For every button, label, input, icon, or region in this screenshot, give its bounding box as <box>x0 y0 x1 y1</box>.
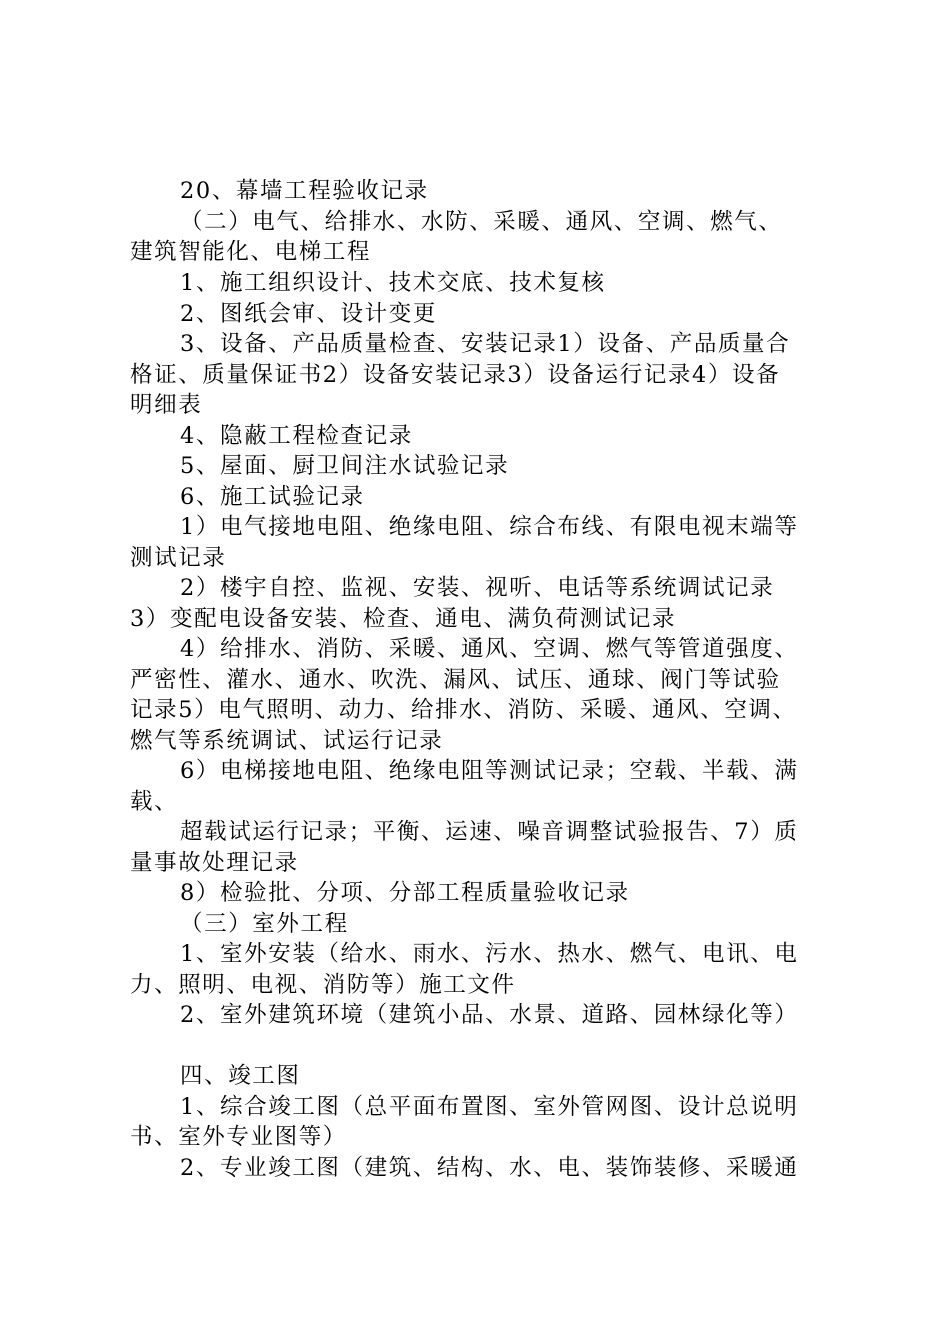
section-heading: （三）室外工程 <box>180 911 349 937</box>
text-line: 2）楼宇自控、监视、安装、视听、电话等系统调试记录 <box>180 575 775 601</box>
text-line: 3）变配电设备安装、检查、通电、满负荷测试记录 <box>130 606 677 632</box>
section-heading: 四、竣工图 <box>180 1063 301 1089</box>
text-line: 超载试运行记录；平衡、运速、噪音调整试验报告、7）质 <box>180 819 799 845</box>
text-line: 燃气等系统调试、试运行记录 <box>130 728 444 754</box>
text-line: 严密性、灌水、通水、吹洗、漏风、试压、通球、阀门等试验 <box>130 667 781 693</box>
text-line: 4、隐蔽工程检查记录 <box>180 423 413 449</box>
text-line: 4）给排水、消防、采暖、通风、空调、燃气等管道强度、 <box>180 636 799 662</box>
text-line: 1、施工组织设计、技术交底、技术复核 <box>180 270 606 296</box>
text-line: 测试记录 <box>130 545 227 571</box>
text-line: 20、幕墙工程验收记录 <box>180 178 429 204</box>
text-line: 2、图纸会审、设计变更 <box>180 301 437 327</box>
text-line: 3、设备、产品质量检查、安装记录1）设备、产品质量合 <box>180 331 791 357</box>
text-line: 5、屋面、厨卫间注水试验记录 <box>180 453 510 479</box>
text-line: 记录5）电气照明、动力、给排水、消防、采暖、通风、空调、 <box>130 697 797 723</box>
text-line: 建筑智能化、电梯工程 <box>130 239 372 265</box>
text-line: 载、 <box>130 789 179 815</box>
text-line: 8）检验批、分项、分部工程质量验收记录 <box>180 880 630 906</box>
section-heading: （二）电气、给排水、水防、采暖、通风、空调、燃气、 <box>180 209 783 235</box>
text-line: 1）电气接地电阻、绝缘电阻、综合布线、有限电视末端等 <box>180 514 799 540</box>
text-line: 6、施工试验记录 <box>180 484 365 510</box>
text-line: 力、照明、电视、消防等）施工文件 <box>130 972 516 998</box>
text-line: 量事故处理记录 <box>130 850 299 876</box>
text-line: 格证、质量保证书2）设备安装记录3）设备运行记录4）设备 <box>130 362 781 388</box>
text-line: 书、室外专业图等） <box>130 1124 347 1150</box>
text-line: 1、室外安装（给水、雨水、污水、热水、燃气、电讯、电 <box>180 941 799 967</box>
text-line: 2、专业竣工图（建筑、结构、水、电、装饰装修、采暖通 <box>180 1155 799 1181</box>
text-line: 1、综合竣工图（总平面布置图、室外管网图、设计总说明 <box>180 1094 799 1120</box>
text-line: 6）电梯接地电阻、绝缘电阻等测试记录；空载、半载、满 <box>180 758 799 784</box>
text-line: 明细表 <box>130 392 203 418</box>
text-line: 2、室外建筑环境（建筑小品、水景、道路、园林绿化等） <box>180 1002 799 1028</box>
